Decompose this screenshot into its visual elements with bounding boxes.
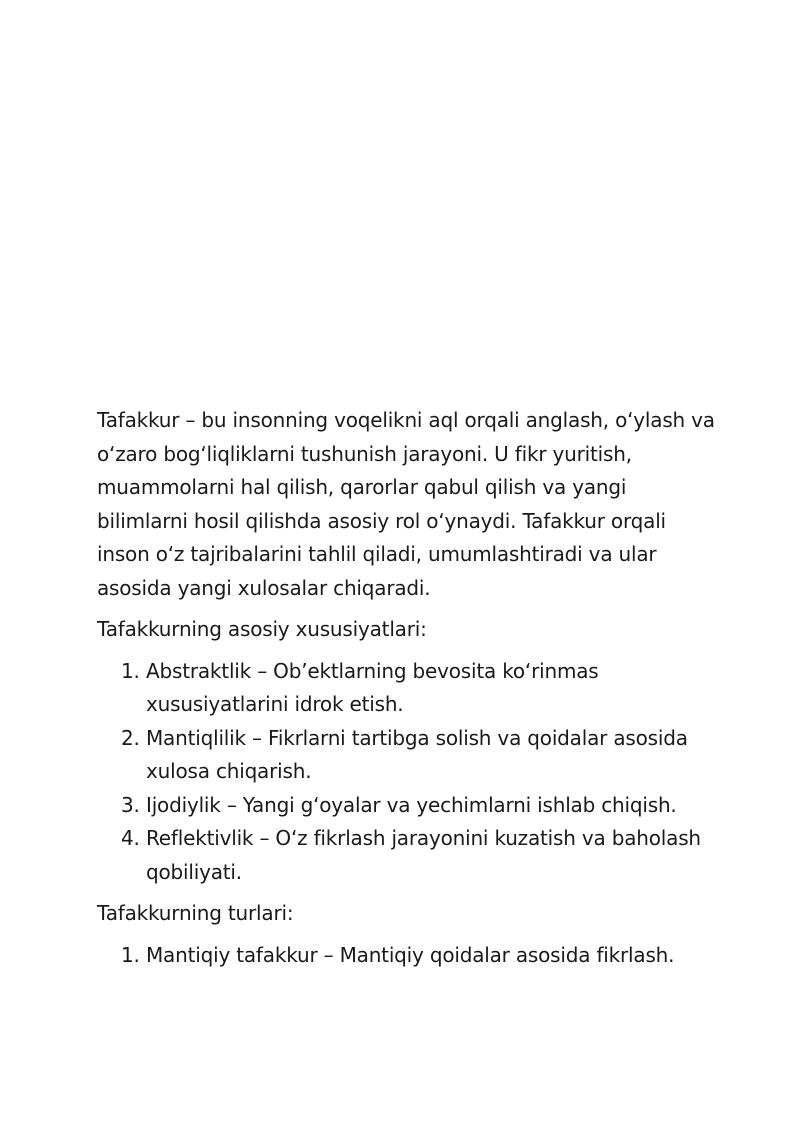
list-item <box>97 722 717 789</box>
types-list <box>97 939 717 973</box>
list-item <box>97 789 717 823</box>
list-item-number: 3. <box>121 792 140 817</box>
list-item <box>97 939 717 973</box>
list-item-number: 2. <box>121 725 140 750</box>
list-item-text: Mantiqiy tafakkur – Mantiqiy qoidalar asosida fikrlash. <box>146 942 675 967</box>
list-item-text: Abstraktlik – Ob’ektlarning bevosita ko‘rinmas xususiyatlarini idrok etish. <box>146 658 599 716</box>
list-item <box>97 822 717 889</box>
list-item-text: Ijodiylik – Yangi g‘oyalar va yechimlarni ishlab chiqish. <box>146 792 677 817</box>
list-item-number: 1. <box>121 658 140 683</box>
features-heading: Tafakkurning asosiy xususiyatlari: <box>97 617 427 641</box>
intro-paragraph: Tafakkur – bu insonning voqelikni aql orqali anglash, o‘ylash va o‘zaro bog‘liqliklarni tushunish jarayoni. U fikr yuritish, muammolarni hal qilish, qarorlar qabul qilish va yangi bilimlarni hosil qilishda asosiy rol o‘ynaydi. Tafakkur orqali inson o‘z tajribalarini tahlil qiladi, umumlashtiradi va ular asosida yangi xulosalar chiqaradi. <box>97 408 715 600</box>
list-item-number: 4. <box>121 826 140 850</box>
list-item <box>97 655 717 722</box>
list-item-text: Mantiqlilik – Fikrlarni tartibga solish va qoidalar asosida xulosa chiqarish. <box>146 725 688 783</box>
types-heading: Tafakkurning turlari: <box>97 901 294 925</box>
list-item-text: Reflektivlik – O‘z fikrlash jarayonini kuzatish va baholash qobiliyati. <box>146 826 701 884</box>
document-body <box>97 404 717 980</box>
list-item-number: 1. <box>121 942 140 967</box>
features-list <box>97 655 717 890</box>
